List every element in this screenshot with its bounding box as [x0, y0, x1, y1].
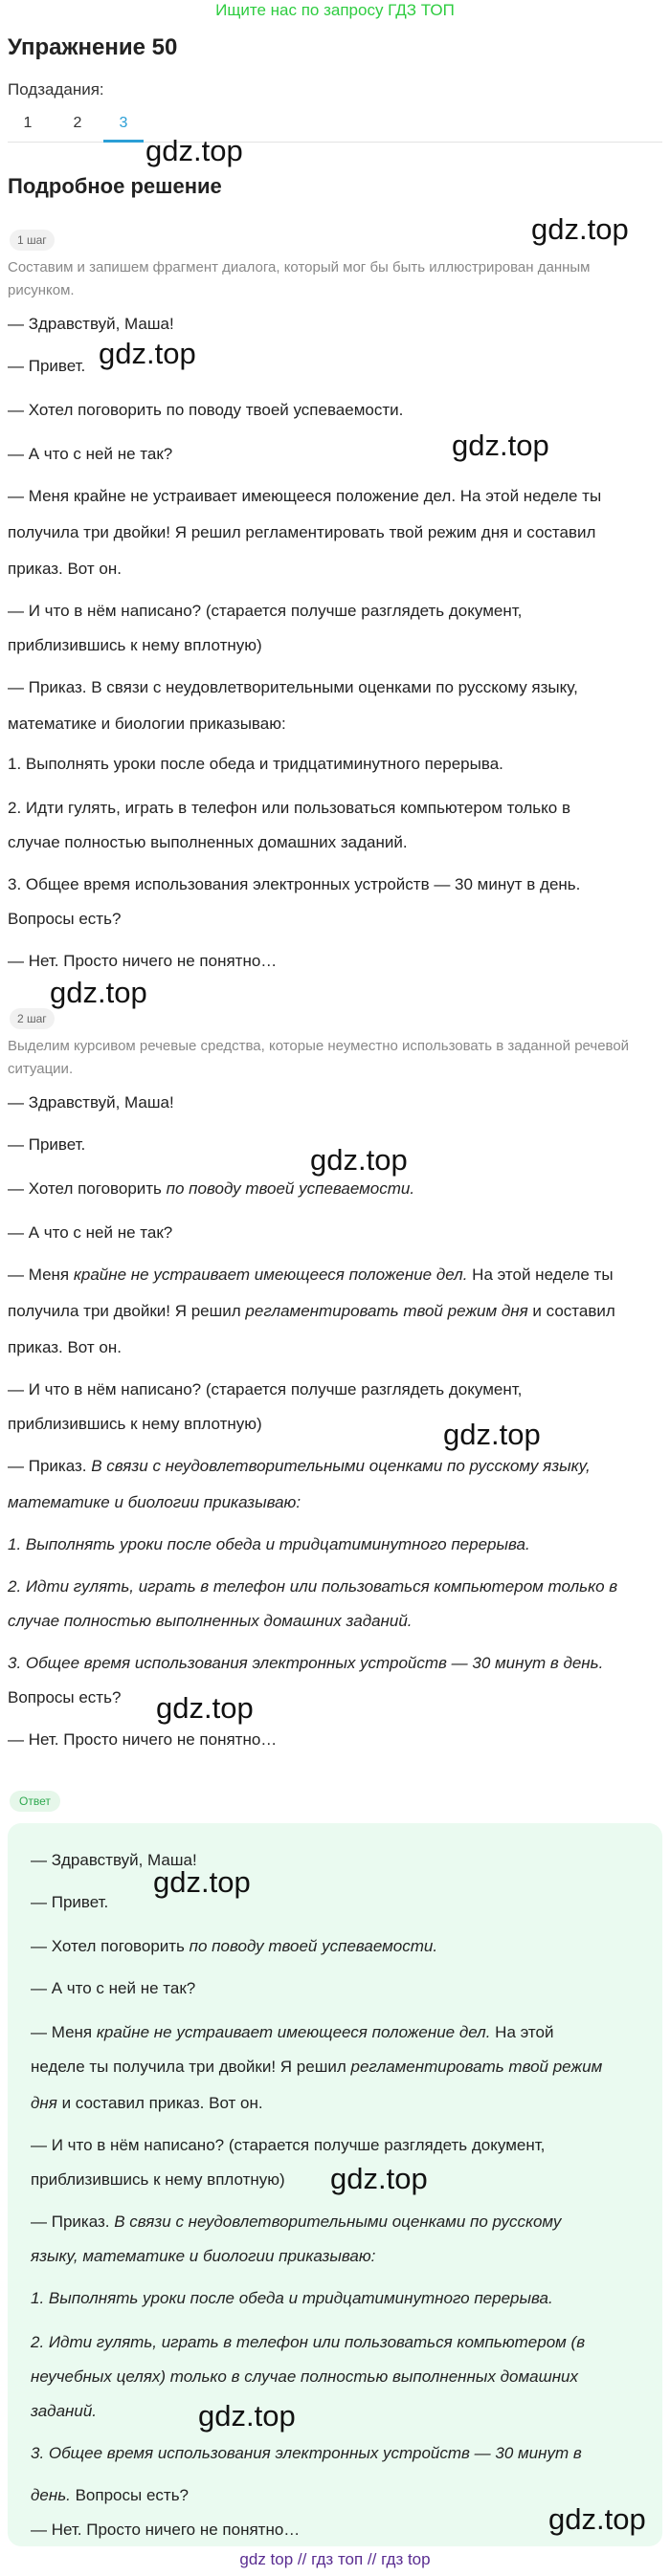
step-2-line: — А что с ней не так?: [8, 1223, 173, 1242]
section-title: Подробное решение: [8, 174, 222, 198]
italic-phrase: В связи с неудовлетворительными оценками по русскому языку,: [91, 1457, 591, 1475]
step-1-line: — Хотел поговорить по поводу твоей успеваемости.: [8, 401, 404, 419]
answer-line: — И что в нём написано? (старается получше разглядеть документ,: [31, 2136, 546, 2154]
answer-line: — А что с ней не так?: [31, 1979, 196, 1997]
italic-phrase: 2. Идти гулять, играть в телефон или пользоваться компьютером (в: [31, 2333, 586, 2351]
watermark: gdz.top: [145, 134, 243, 167]
italic-phrase: 1. Выполнять уроки после обеда и тридцатиминутного перерыва.: [8, 1535, 530, 1553]
watermark: gdz.top: [443, 1418, 541, 1451]
answer-line: неделе ты получила три двойки! Я решил регламентировать твой режим: [31, 2058, 603, 2076]
italic-phrase: по поводу твоей успеваемости.: [166, 1179, 415, 1198]
italic-phrase: 3. Общее время использования электронных устройств — 30 минут в: [31, 2444, 582, 2462]
answer-line: — Приказ. В связи с неудовлетворительными оценками по русскому: [31, 2213, 562, 2231]
step-2-line: приказ. Вот он.: [8, 1338, 122, 1356]
step-2-line: — Нет. Просто ничего не понятно…: [8, 1730, 278, 1749]
step-1-line: — Приказ. В связи с неудовлетворительными оценками по русскому языку,: [8, 678, 578, 696]
italic-phrase: дня: [31, 2094, 57, 2112]
step-1-line: — Здравствуй, Маша!: [8, 315, 174, 333]
step-1-line: математике и биологии приказываю:: [8, 715, 286, 733]
italic-phrase: математике и биологии приказываю:: [8, 1493, 302, 1511]
italic-phrase: по поводу твоей успеваемости.: [189, 1937, 438, 1955]
italic-phrase: регламентировать твой режим дня: [245, 1302, 528, 1320]
step-1-note: Составим и запишем фрагмент диалога, который мог бы быть иллюстрирован данным рисунком.: [8, 259, 591, 298]
tab-2[interactable]: 2: [73, 115, 82, 131]
watermark: gdz.top: [156, 1691, 254, 1725]
step-1-line: случае полностью выполненных домашних заданий.: [8, 833, 408, 851]
answer-line: [31, 2393, 651, 2429]
italic-phrase: крайне не устраивает имеющееся положение дел.: [96, 2023, 491, 2041]
answer-line: [31, 2280, 651, 2316]
watermark: gdz.top: [452, 429, 549, 462]
step-2-line: Вопросы есть?: [8, 1688, 122, 1706]
watermark: gdz.top: [548, 2502, 646, 2536]
italic-phrase: случае полностью выполненных домашних заданий.: [8, 1612, 413, 1630]
step-2-line: — Хотел поговорить по поводу твоей успеваемости.: [8, 1179, 415, 1198]
footer-links[interactable]: gdz top // гдз топ // гдз top: [239, 2550, 431, 2568]
italic-phrase: 1. Выполнять уроки после обеда и тридцатиминутного перерыва.: [31, 2289, 553, 2307]
watermark: gdz.top: [330, 2162, 428, 2195]
tab-1[interactable]: 1: [23, 115, 33, 131]
answer-line: [31, 2238, 651, 2274]
step-2-line: [8, 1603, 662, 1639]
step-2-badge: 2 шаг: [10, 1008, 55, 1029]
subtasks-label: Подзадания:: [8, 80, 104, 99]
watermark: gdz.top: [310, 1143, 408, 1177]
answer-line: — Хотел поговорить по поводу твоей успеваемости.: [31, 1937, 438, 1955]
step-1-line: приказ. Вот он.: [8, 560, 122, 578]
step-1-badge: 1 шаг: [10, 230, 55, 251]
subtask-tabs: [8, 105, 662, 143]
step-1-line: 2. Идти гулять, играть в телефон или пользоваться компьютером только в: [8, 799, 570, 817]
answer-line: — Здравствуй, Маша!: [31, 1851, 197, 1869]
step-2-line: — Здравствуй, Маша!: [8, 1093, 174, 1112]
step-1-line: Вопросы есть?: [8, 910, 122, 928]
answer-line: [31, 2435, 651, 2471]
step-1-line: — Меня крайне не устраивает имеющееся положение дел. На этой неделе ты: [8, 487, 602, 505]
watermark: gdz.top: [153, 1865, 251, 1899]
italic-phrase: регламентировать твой режим: [350, 2058, 603, 2076]
top-banner[interactable]: Ищите нас по запросу ГДЗ ТОП: [215, 1, 455, 19]
watermark: gdz.top: [50, 976, 147, 1009]
step-2-line: [8, 1527, 662, 1562]
step-1-line: — Нет. Просто ничего не понятно…: [8, 952, 278, 970]
italic-phrase: день.: [31, 2486, 71, 2504]
step-2-line: — Привет.: [8, 1135, 86, 1154]
step-2-line: получила три двойки! Я решил регламентировать твой режим дня и составил: [8, 1302, 615, 1320]
answer-line: [31, 2359, 651, 2394]
tab-3[interactable]: 3: [103, 111, 144, 143]
italic-phrase: заданий.: [31, 2402, 98, 2420]
step-2-line: [8, 1645, 662, 1681]
watermark: gdz.top: [198, 2399, 296, 2433]
italic-phrase: крайне не устраивает имеющееся положение дел.: [73, 1266, 468, 1284]
answer-line: дня и составил приказ. Вот он.: [31, 2094, 263, 2112]
step-2-line: [8, 1485, 662, 1520]
step-2-line: — И что в нём написано? (старается получше разглядеть документ,: [8, 1380, 523, 1398]
answer-line: день. Вопросы есть?: [31, 2486, 190, 2504]
answer-badge: Ответ: [10, 1791, 60, 1812]
step-2-line: [8, 1569, 662, 1604]
step-1-line: — А что с ней не так?: [8, 445, 173, 463]
step-1-line: получила три двойки! Я решил регламентировать твой режим дня и составил: [8, 523, 596, 541]
watermark: gdz.top: [99, 337, 196, 370]
step-1-line: — И что в нём написано? (старается получше разглядеть документ,: [8, 602, 523, 620]
step-1-line: приблизившись к нему вплотную): [8, 636, 262, 654]
italic-phrase: языку, математике и биологии приказываю:: [31, 2247, 376, 2265]
step-1-line: — Привет.: [8, 357, 86, 375]
answer-line: — Меня крайне не устраивает имеющееся положение дел. На этой: [31, 2023, 554, 2041]
italic-phrase: В связи с неудовлетворительными оценками по русскому: [114, 2213, 562, 2231]
answer-line: — Нет. Просто ничего не понятно…: [31, 2521, 301, 2539]
step-2-line: — Меня крайне не устраивает имеющееся положение дел. На этой неделе ты: [8, 1266, 614, 1284]
step-1-line: 3. Общее время использования электронных устройств — 30 минут в день.: [8, 875, 581, 893]
answer-line: приблизившись к нему вплотную): [31, 2170, 285, 2189]
step-2-line: — Приказ. В связи с неудовлетворительными оценками по русскому языку,: [8, 1457, 591, 1475]
step-2-note: Выделим курсивом речевые средства, которые неуместно использовать в заданной речевой ситуации.: [8, 1038, 630, 1077]
italic-phrase: неучебных целях) только в случае полностью выполненных домашних: [31, 2367, 578, 2386]
watermark: gdz.top: [531, 212, 629, 246]
step-1-line: 1. Выполнять уроки после обеда и тридцатиминутного перерыва.: [8, 755, 503, 773]
step-2-line: приблизившись к нему вплотную): [8, 1415, 262, 1433]
italic-phrase: 2. Идти гулять, играть в телефон или пользоваться компьютером только в: [8, 1577, 618, 1596]
page-title: Упражнение 50: [8, 34, 178, 60]
italic-phrase: 3. Общее время использования электронных устройств — 30 минут в день.: [8, 1654, 604, 1672]
answer-line: — Привет.: [31, 1893, 109, 1911]
answer-line: [31, 2324, 651, 2360]
